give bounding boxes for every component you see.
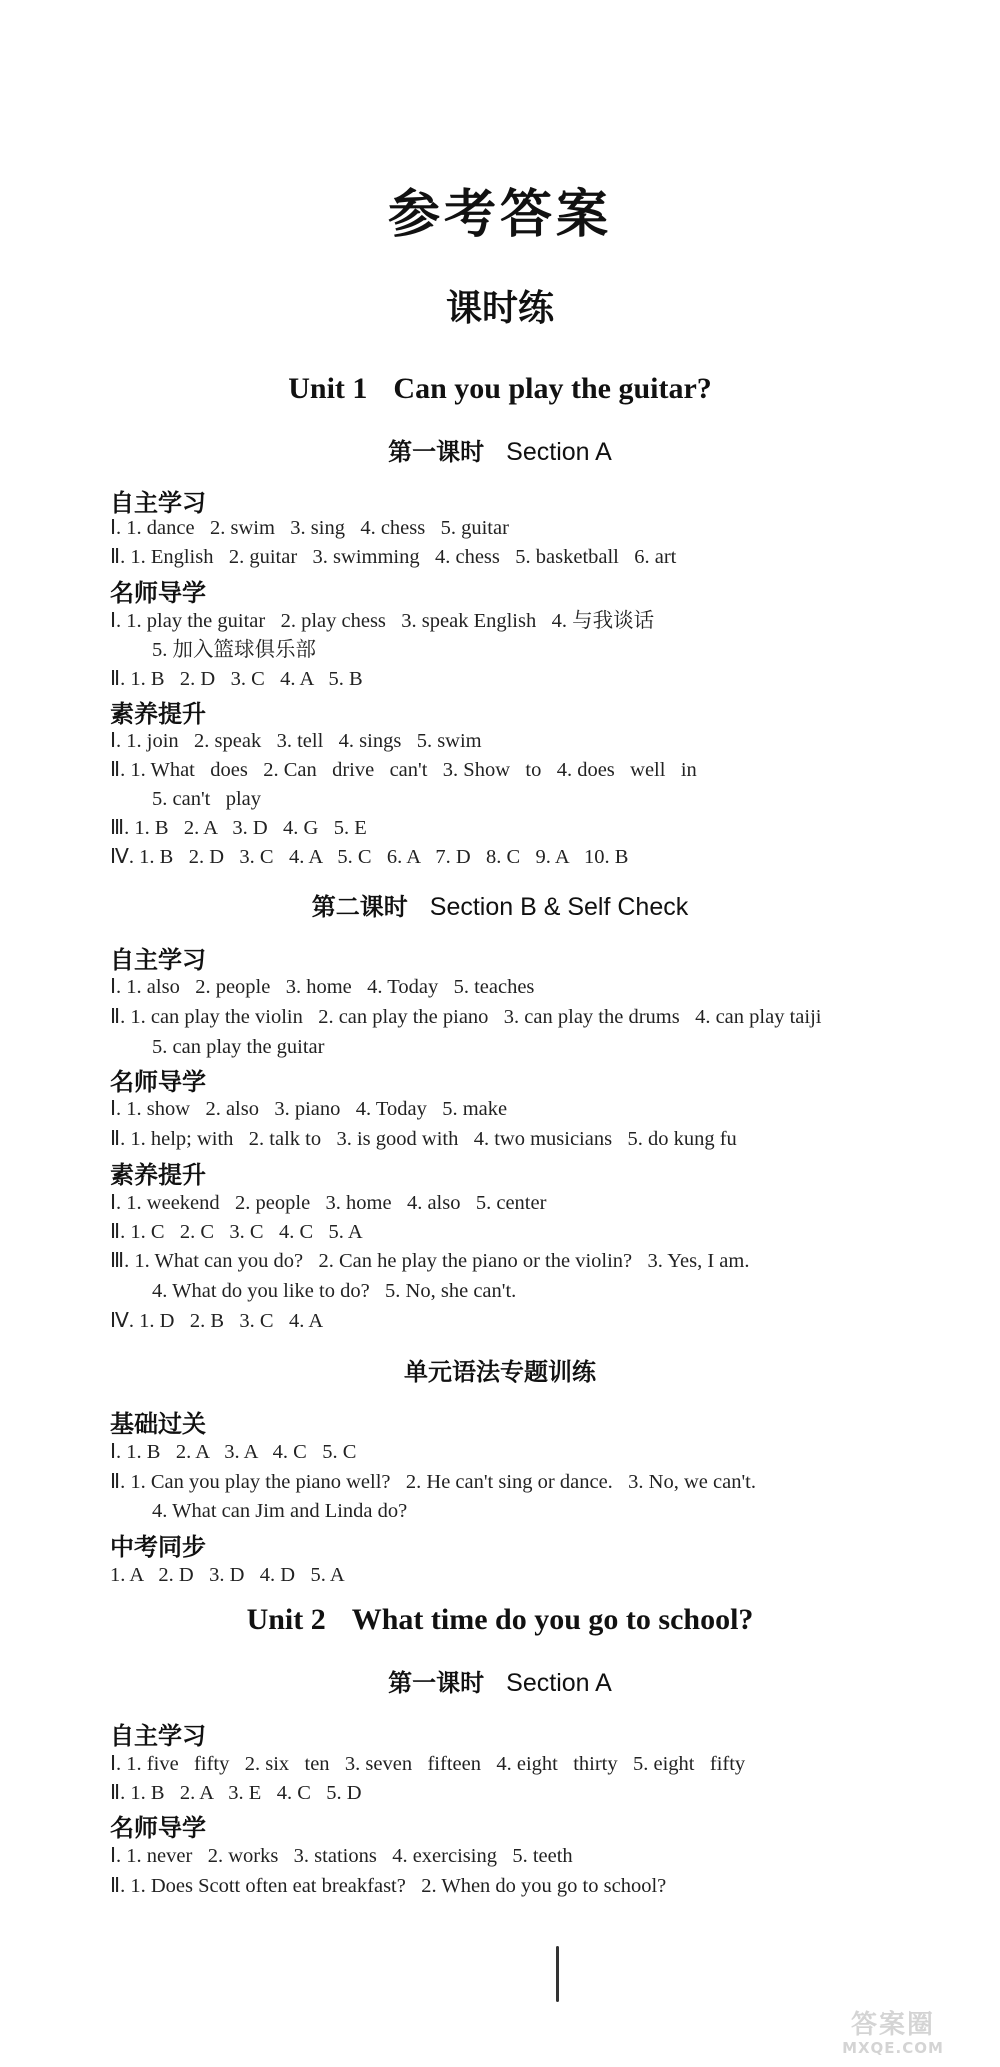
part-heading: 素养提升 <box>110 700 206 728</box>
answer-line: Ⅳ. 1. D 2. B 3. C 4. A <box>110 1310 324 1332</box>
page-title: 参考答案 <box>387 185 612 245</box>
answer-line: 4. What do you like to do? 5. No, she can't. <box>152 1280 517 1302</box>
lesson-section: Section A <box>506 1669 612 1697</box>
answer-line: 1. A 2. D 3. D 4. D 5. A <box>110 1564 345 1586</box>
answer-line: Ⅰ. 1. never 2. works 3. stations 4. exercising 5. teeth <box>110 1845 573 1867</box>
answer-line: 5. can't play <box>152 788 262 810</box>
part-heading: 自主学习 <box>110 489 206 517</box>
lesson-section: Section B & Self Check <box>429 893 689 921</box>
answer-line: Ⅱ. 1. Can you play the piano well? 2. He can't sing or dance. 3. No, we can't. <box>110 1471 756 1493</box>
lesson-period: 第一课时 <box>388 1669 485 1697</box>
answer-line: Ⅱ. 1. can play the violin 2. can play the piano 3. can play the drums 4. can play taiji <box>110 1006 822 1028</box>
answer-line: Ⅱ. 1. help; with 2. talk to 3. is good with 4. two musicians 5. do kung fu <box>110 1128 737 1150</box>
watermark-logo: 答案圈 <box>850 2010 935 2040</box>
lesson-heading <box>0 432 1000 467</box>
answer-line: Ⅱ. 1. B 2. D 3. C 4. A 5. B <box>110 668 363 690</box>
unit-title: Can you play the guitar? <box>393 372 712 405</box>
lesson-section: Section A <box>506 438 612 466</box>
answer-line: Ⅰ. 1. join 2. speak 3. tell 4. sings 5. swim <box>110 730 482 752</box>
part-heading: 素养提升 <box>110 1161 206 1189</box>
answer-line: Ⅲ. 1. B 2. A 3. D 4. G 5. E <box>110 817 367 839</box>
watermark-url: MXQE.COM <box>842 2039 944 2057</box>
lesson-period: 第一课时 <box>388 438 485 466</box>
answer-line: 5. can play the guitar <box>152 1036 325 1058</box>
part-heading: 名师导学 <box>110 1068 206 1096</box>
answer-line: Ⅲ. 1. What can you do? 2. Can he play the piano or the violin? 3. Yes, I am. <box>110 1250 750 1272</box>
unit-title: What time do you go to school? <box>351 1603 754 1636</box>
answer-line: Ⅰ. 1. B 2. A 3. A 4. C 5. C <box>110 1441 357 1463</box>
answer-line: Ⅱ. 1. English 2. guitar 3. swimming 4. chess 5. basketball 6. art <box>110 546 677 568</box>
unit-number: Unit 1 <box>288 372 368 405</box>
lesson-period: 第二课时 <box>311 893 408 921</box>
part-heading: 基础过关 <box>110 1410 206 1438</box>
lesson-heading <box>0 1663 1000 1698</box>
answer-line: Ⅱ. 1. C 2. C 3. C 4. C 5. A <box>110 1221 363 1243</box>
part-heading: 自主学习 <box>110 946 206 974</box>
answer-line: Ⅰ. 1. five fifty 2. six ten 3. seven fifteen 4. eight thirty 5. eight fifty <box>110 1753 746 1775</box>
answer-line: Ⅰ. 1. dance 2. swim 3. sing 4. chess 5. guitar <box>110 517 509 539</box>
grammar-heading: 单元语法专题训练 <box>404 1358 596 1386</box>
answer-line: 5. 加入篮球俱乐部 <box>152 639 316 661</box>
scan-mark <box>556 1946 559 2002</box>
answer-line: Ⅳ. 1. B 2. D 3. C 4. A 5. C 6. A 7. D 8. C 9. A 10. B <box>110 846 629 868</box>
answer-line: Ⅰ. 1. show 2. also 3. piano 4. Today 5. make <box>110 1098 508 1120</box>
unit-number: Unit 2 <box>246 1603 326 1636</box>
part-heading: 自主学习 <box>110 1722 206 1750</box>
answer-line: Ⅱ. 1. Does Scott often eat breakfast? 2. When do you go to school? <box>110 1875 667 1897</box>
part-heading: 中考同步 <box>110 1533 206 1561</box>
answer-line: Ⅰ. 1. play the guitar 2. play chess 3. speak English 4. 与我谈话 <box>110 610 655 632</box>
part-heading: 名师导学 <box>110 579 206 607</box>
lesson-heading <box>0 887 1000 922</box>
unit-heading <box>0 1603 1000 1637</box>
answer-line: Ⅱ. 1. What does 2. Can drive can't 3. Show to 4. does well in <box>110 759 697 781</box>
watermark <box>808 2010 978 2058</box>
section-title: 课时练 <box>445 288 554 329</box>
answer-line: Ⅰ. 1. weekend 2. people 3. home 4. also 5. center <box>110 1192 547 1214</box>
answer-line: 4. What can Jim and Linda do? <box>152 1500 408 1522</box>
part-heading: 名师导学 <box>110 1814 206 1842</box>
answer-line: Ⅱ. 1. B 2. A 3. E 4. C 5. D <box>110 1782 362 1804</box>
unit-heading <box>0 372 1000 406</box>
answer-line: Ⅰ. 1. also 2. people 3. home 4. Today 5. teaches <box>110 976 535 998</box>
